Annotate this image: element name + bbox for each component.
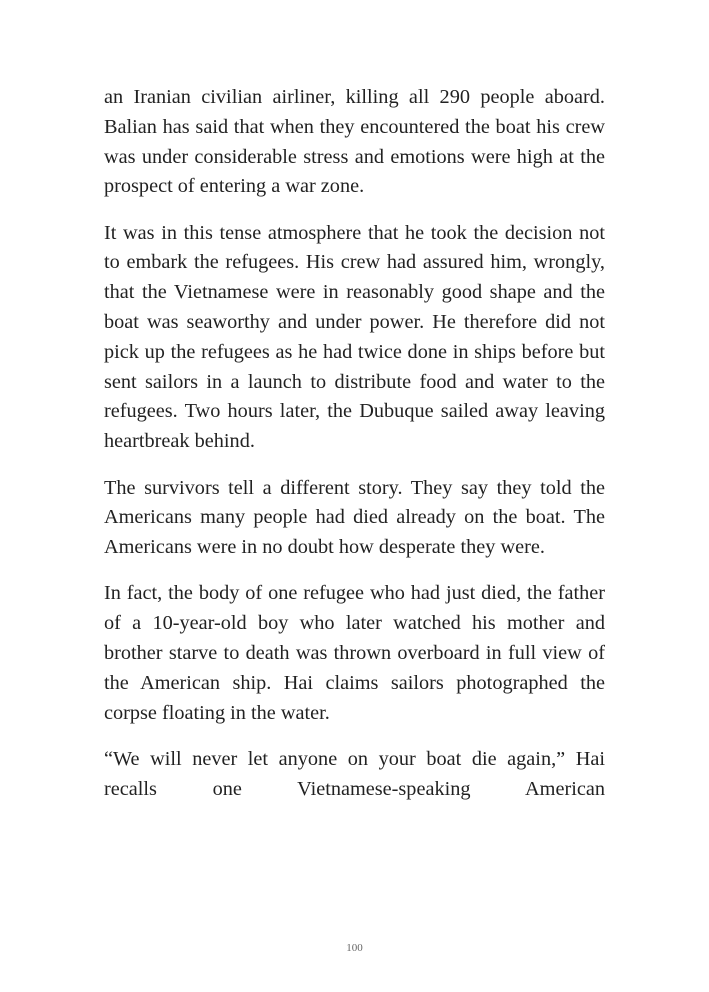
paragraph-3: The survivors tell a different story. They say they told the Americans many people had died already on the boat. The Americans were in no doubt how desperate they were. xyxy=(104,476,605,559)
paragraph-1: an Iranian civilian airliner, killing all 290 people aboard. Balian has said that when they encountered the boat his crew was under considerable stress and emotions were high at the prospect of entering a war zone. xyxy=(104,86,605,198)
paragraph-2: It was in this tense atmosphere that he took the decision not to embark the refugees. His crew had assured him, wrongly, that the Vietnamese were in reasonably good shape and the boat was seaworthy and under power. He therefore did not pick up the refugees as he had twice done in ships before but sent sailors in a launch to distribute food and water to the refugees. Two hours later, the Dubuque sailed away leaving heartbreak behind. xyxy=(104,221,605,453)
paragraph-4: In fact, the body of one refugee who had just died, the father of a 10-year-old boy who later watched his mother and brother starve to death was thrown overboard in full view of the American ship. Hai claims sailors photographed the corpse floating in the water. xyxy=(104,582,605,724)
paragraph-5: “We will never let anyone on your boat die again,” Hai recalls one Vietnamese-speaking American xyxy=(104,747,605,800)
page-number: 100 xyxy=(346,942,363,954)
body-text xyxy=(104,83,605,821)
